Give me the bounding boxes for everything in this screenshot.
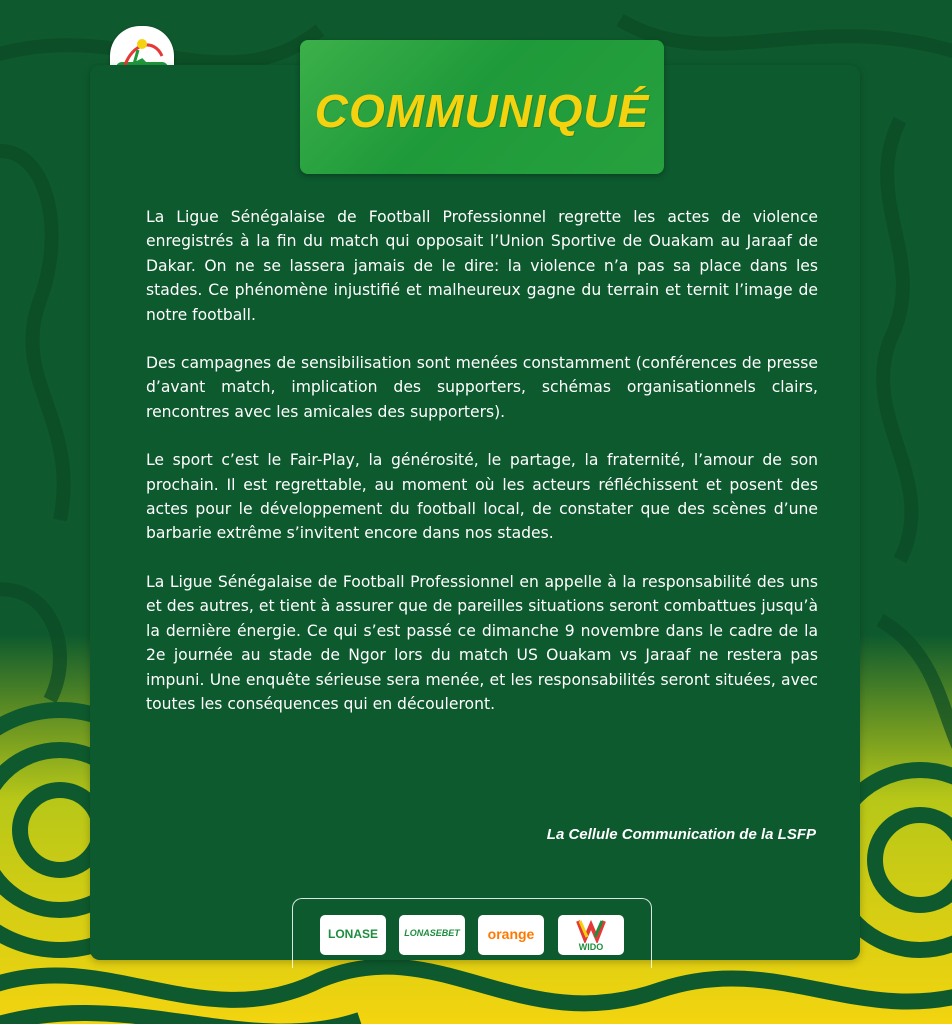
paragraph-1: La Ligue Sénégalaise de Football Professionnel regrette les actes de violence enregistrés à la fin du match qui opposait l’Union Sportive de Ouakam au Jaraaf de Dakar. On ne se lassera jamais de le dire: la violence n’a pas sa place dans les stades. Ce phénomène injustifié et malheureux gagne du terrain et ternit l’image de notre football.: [146, 208, 818, 324]
sponsor-logo-lonase: [320, 915, 386, 955]
sponsor-logo-lonasebet: [399, 915, 465, 955]
communique-banner: [300, 40, 664, 174]
sponsor-strip: [292, 898, 652, 968]
sponsor-name: LONASEBET: [404, 928, 460, 938]
sponsor-name: orange: [487, 926, 535, 942]
paragraph-4: La Ligue Sénégalaise de Football Professionnel en appelle à la responsabilité des uns et des autres, et tient à assurer que de pareilles situations seront combattues jusqu’à la dernière énergie. Ce qui s’est passé ce dimanche 9 novembre dans le cadre de la 2e journée au stade de Ngor lors du match US Ouakam vs Jaraaf ne restera pas impuni. Une enquête sérieuse sera menée, et les responsabilités seront situées, avec toutes les conséquences qui en découleront.: [146, 572, 818, 713]
paragraph-2: Des campagnes de sensibilisation sont menées constamment (conférences de presse d’avant match, implication des supporters, schémas organisationnels clairs, rencontres avec les amicales des supporters).: [146, 354, 818, 421]
wido-mark-icon: [558, 917, 624, 943]
signature: La Cellule Communication de la LSFP: [546, 826, 816, 843]
paragraph-3: Le sport c’est le Fair-Play, la générosité, le partage, la fraternité, l’amour de son prochain. Il est regrettable, au moment où les acteurs réfléchissent et posent des actes pour le développement du football local, de constater que des scènes d’une barbarie extrême s’invitent encore dans nos stades.: [146, 451, 818, 543]
sponsor-logo-orange: [478, 915, 544, 955]
sponsor-logo-wido: [558, 915, 624, 955]
sponsor-name: WIDO: [578, 942, 604, 952]
statement-body: [146, 205, 818, 740]
sponsor-name: LONASE: [327, 927, 378, 941]
banner-title: COMMUNIQUÉ: [314, 85, 650, 137]
